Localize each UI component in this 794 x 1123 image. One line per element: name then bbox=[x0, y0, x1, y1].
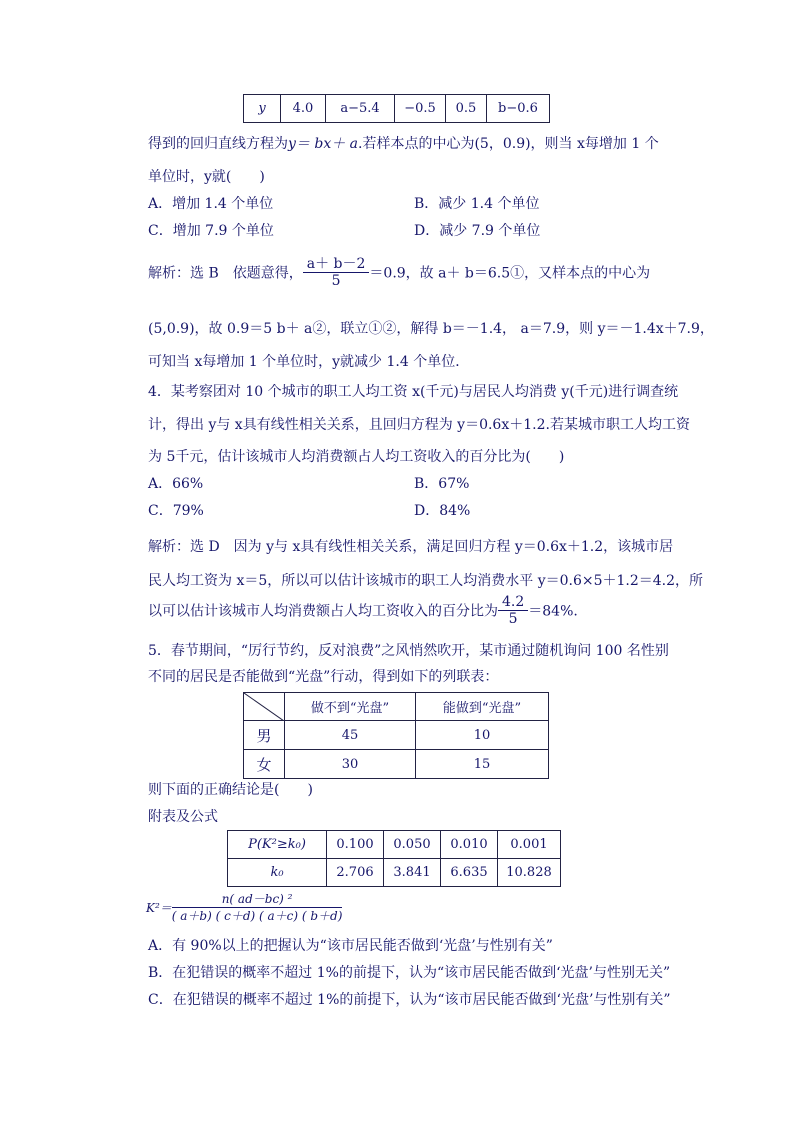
q5-option-a: A．有 90%以上的把握认为“该市居民能否做到‘光盘’与性别有关” bbox=[148, 938, 553, 954]
table-cell: y bbox=[244, 95, 281, 123]
table-cell: 0.050 bbox=[384, 831, 441, 859]
table-cell: 6.635 bbox=[441, 859, 498, 887]
q3-solution-line2: (5,0.9)，故 0.9＝5 b＋ a②，联立①②，解得 b＝－1.4， a＝7.9，则 y＝－1.4x＋7.9， bbox=[148, 321, 714, 337]
row-header: 女 bbox=[244, 750, 285, 779]
q4-solution-line3: 以可以估计该城市人均消费额占人均工资收入的百分比为 $\frac{4.2}{5}$ ＝84%. bbox=[148, 594, 578, 627]
contingency-table bbox=[243, 692, 549, 779]
q3-option-b: B．减少 1.4 个单位 bbox=[414, 196, 540, 212]
table-cell: a−5.4 bbox=[326, 95, 395, 123]
fraction: $\frac{4.2}{5}$ bbox=[498, 594, 528, 627]
column-header: 做不到“光盘” bbox=[285, 693, 416, 721]
appendix-label: 附表及公式 bbox=[148, 809, 218, 825]
chi-square-formula: K²＝ $\frac{\text{n( ad－bc) ²}}{( a+b) ( c+d) ( a+c) ( b+d)}$ bbox=[146, 892, 343, 923]
q4-option-d: D．84% bbox=[414, 503, 471, 519]
table-cell: 2.706 bbox=[327, 859, 384, 887]
table-cell: 45 bbox=[285, 721, 416, 750]
row-header: P(K²≥k₀) bbox=[228, 831, 327, 859]
q5-question: 则下面的正确结论是( ) bbox=[148, 782, 313, 798]
column-header: 能做到“光盘” bbox=[416, 693, 549, 721]
table-cell: 0.001 bbox=[498, 831, 561, 859]
table-row bbox=[244, 750, 549, 779]
q4-solution-line2: 民人均工资为 x＝5，所以可以估计该城市的职工人均消费水平 y＝0.6×5＋1.2＝4.2，所 bbox=[148, 573, 704, 589]
q4-option-b: B．67% bbox=[414, 476, 470, 492]
q5-option-c: C．在犯错误的概率不超过 1%的前提下，认为“该市居民能否做到‘光盘’与性别有关” bbox=[148, 992, 671, 1008]
q3-solution-line3: 可知当 x每增加 1 个单位时，y就减少 1.4 个单位． bbox=[148, 354, 470, 370]
table-cell: 10 bbox=[416, 721, 549, 750]
table-cell: 0.5 bbox=[446, 95, 487, 123]
table-cell: b−0.6 bbox=[487, 95, 550, 123]
table-cell: 4.0 bbox=[281, 95, 326, 123]
fraction: $\frac{\text{n( ad－bc) ²}}{( a+b) ( c+d) ( a+c) ( b+d)}$ bbox=[171, 892, 343, 923]
q5-stem-line2: 不同的居民是否能做到“光盘”行动，得到如下的列联表： bbox=[148, 669, 499, 685]
table-cell: 15 bbox=[416, 750, 549, 779]
q4-option-c: C．79% bbox=[148, 503, 204, 519]
regression-equation: y＝ bx＋ a bbox=[288, 136, 359, 152]
q3-option-d: D．减少 7.9 个单位 bbox=[414, 223, 541, 239]
q5-option-b: B．在犯错误的概率不超过 1%的前提下，认为“该市居民能否做到‘光盘’与性别无关” bbox=[148, 965, 671, 981]
table-cell: 0.100 bbox=[327, 831, 384, 859]
table-cell: −0.5 bbox=[395, 95, 446, 123]
table-cell: 30 bbox=[285, 750, 416, 779]
q5-stem-line1: 5．春节期间，“厉行节约，反对浪费”之风悄然吹开，某市通过随机询问 100 名性别 bbox=[148, 643, 669, 659]
q4-option-a: A．66% bbox=[148, 476, 204, 492]
table-row bbox=[228, 831, 561, 859]
q4-stem-line1: 4．某考察团对 10 个城市的职工人均工资 x(千元)与居民人均消费 y(千元)进行调查统 bbox=[148, 384, 679, 400]
q3-option-c: C．增加 7.9 个单位 bbox=[148, 223, 274, 239]
q3-stem-line1: 得到的回归直线方程为y＝ bx＋ a.若样本点的中心为(5，0.9)，则当 x每增加 1 个 bbox=[148, 136, 659, 152]
q3-solution-line1: 解析：选 B 依题意得， $\frac{a+ b-2}{5}$ ＝0.9，故 a＋ b＝6.5①，又样本点的中心为 bbox=[148, 256, 651, 289]
critical-value-table bbox=[227, 830, 561, 887]
table-cell: 10.828 bbox=[498, 859, 561, 887]
table-cell: 3.841 bbox=[384, 859, 441, 887]
table-row bbox=[228, 859, 561, 887]
q3-stem-line2: 单位时，y就( ) bbox=[148, 169, 265, 185]
q4-solution-line1: 解析：选 D 因为 y与 x具有线性相关关系，满足回归方程 y＝0.6x＋1.2，该城市居 bbox=[148, 539, 674, 555]
row-header: k₀ bbox=[228, 859, 327, 887]
table-corner-cell bbox=[244, 693, 285, 721]
row-header: 男 bbox=[244, 721, 285, 750]
fraction: $\frac{a+ b-2}{5}$ bbox=[303, 256, 370, 289]
y-values-table bbox=[243, 94, 550, 123]
table-cell: 0.010 bbox=[441, 831, 498, 859]
table-row bbox=[244, 721, 549, 750]
diagonal-line bbox=[244, 693, 284, 721]
q3-option-a: A．增加 1.4 个单位 bbox=[148, 196, 274, 212]
q4-stem-line2: 计，得出 y与 x具有线性相关关系，且回归方程为 y＝0.6x＋1.2.若某城市职工人均工资 bbox=[148, 417, 690, 433]
q4-stem-line3: 为 5千元，估计该城市人均消费额占人均工资收入的百分比为( ) bbox=[148, 449, 565, 465]
